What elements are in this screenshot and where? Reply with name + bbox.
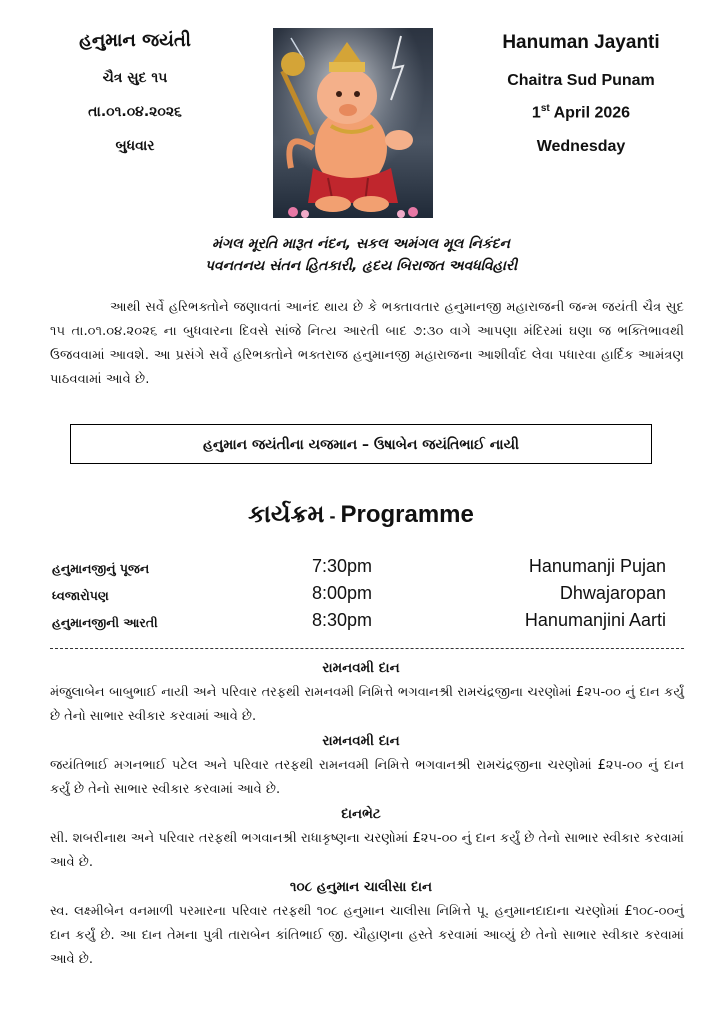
donation-title: રામનવમી દાન (322, 660, 400, 676)
programme-title: કાર્યક્રમ - Programme (248, 500, 474, 528)
header-title-en: Hanuman Jayanti (502, 32, 660, 53)
donation-body: સ્વ. લક્ષ્મીબેન વનમાળી પરમારના પરિવાર તરફથી ૧૦૮ હનુમાન ચાલીસા નિમિત્તે પૂ. હનુમાનદાદાના ચરણોમાં £૧૦૮-૦૦નું દાન કર્યું છે. આ દાન તેમના પુત્રી તારાબેન કાંતિભાઈ જી. ચૌહાણના હસ્તે કરવામાં આવ્યું છે તેનો સાભાર સ્વીકાર કરવામાં આવે છે. (50, 904, 684, 967)
header-tithi-gu: ચૈત્ર સુદ ૧૫ (102, 70, 168, 86)
header-day-en: Wednesday (536, 138, 626, 155)
header-tithi-en: Chaitra Sud Punam (507, 72, 655, 89)
dashed-divider (50, 648, 684, 649)
donation-body: જયંતિભાઈ મગનભાઈ પટેલ અને પરિવાર તરફથી રામનવમી નિમિત્તે ભગવાનશ્રી રામચંદ્રજીના ચરણોમાં £૨૫-૦૦ નું દાન કર્યું છે તેનો સાભાર સ્વીકાર કરવામાં આવે છે. (50, 758, 684, 797)
donation-title: દાનભેટ (341, 806, 381, 822)
header-date-en: 1st April 2026 (531, 103, 631, 122)
intro-paragraph: આથી સર્વે હરિભક્તોને જણાવતાં આનંદ થાય છે કે ભક્તાવતાર હનુમાનજી મહારાજની જન્મ જયંતી ચૈત્ર સુદ ૧૫ તા.૦૧.૦૪.૨૦૨૬ ના બુધવારના દિવસે સાંજે નિત્ય આરતી બાદ ૭:૩૦ વાગે આપણા મંદિરમાં ઘણા જ ભક્તિભાવથી ઉજવવામાં આવશે. આ પ્રસંગે સર્વે હરિભક્તોને ભક્તરાજ હનુમાનજી મહારાજના આશીર્વાદ લેવા પધારવા હાર્દિક આમંત્રણ પાઠવવામાં આવે છે. (50, 300, 684, 387)
donation-title: ૧૦૮ હનુમાન ચાલીસા દાન (289, 879, 433, 895)
blessing-line-1: મંગલ મૂરતિ મારૂત નંદન, સકલ અમંગલ મૂલ નિકંદન (212, 236, 510, 252)
header-day-gu: બુધવાર (115, 138, 155, 154)
donation-body: મંજુલાબેન બાબુભાઈ નાયી અને પરિવાર તરફથી રામનવમી નિમિત્તે ભગવાનશ્રી રામચંદ્રજીના ચરણોમાં £૨૫-૦૦ નું દાન કર્યું છે તેનો સાભાર સ્વીકાર કરવામાં આવે છે. (50, 685, 684, 724)
hanuman-image (273, 28, 433, 218)
donation-body: સી. શબરીનાથ અને પરિવાર તરફથી ભગવાનશ્રી રાધાકૃષ્ણના ચરણોમાં £૨૫-૦૦ નું દાન કર્યું છે તેનો સાભાર સ્વીકાર કરવામાં આવે છે. (50, 831, 684, 870)
header-date-gu: તા.૦૧.૦૪.૨૦૨૬ (88, 104, 182, 120)
donation-title: રામનવમી દાન (322, 733, 400, 749)
header-title-gu: હનુમાન જયંતી (79, 30, 191, 51)
programme-row: ધ્વજારોપણ 8:00pm Dhwajaropan (52, 583, 666, 603)
programme-row: હનુમાનજીની આરતી 8:30pm Hanumanjini Aarti (52, 610, 666, 630)
programme-row: હનુમાનજીનું પૂજન 7:30pm Hanumanji Pujan (52, 556, 666, 576)
yajman-box: હનુમાન જયંતીના યજમાન – ઉષાબેન જયંતિભાઈ નાયી (70, 424, 652, 464)
blessing-line-2: પવનતનય સંતન હિતકારી, હૃદય બિરાજત અવધવિહારી (204, 258, 518, 274)
